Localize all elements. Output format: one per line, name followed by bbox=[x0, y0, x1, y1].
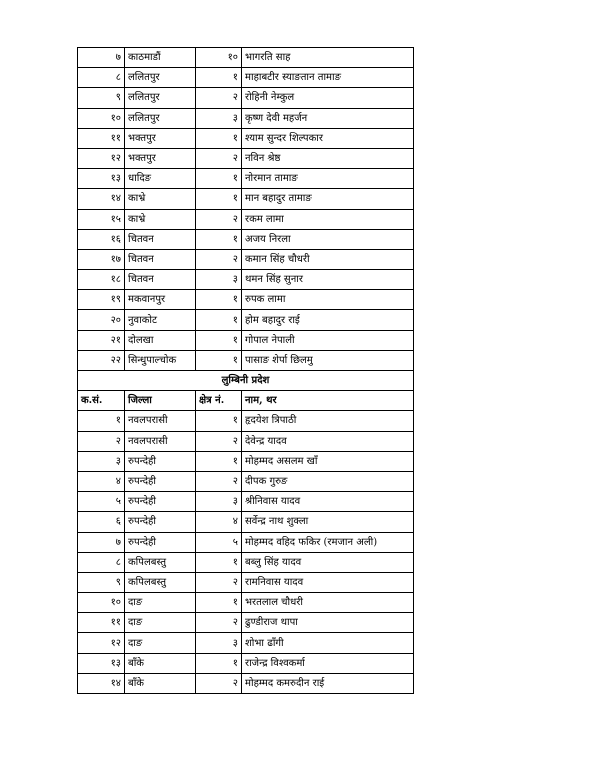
table-row bbox=[78, 229, 414, 249]
constituency-cell: १ bbox=[196, 189, 242, 209]
district-cell: बाँके bbox=[125, 673, 196, 693]
table-row bbox=[78, 451, 414, 471]
table-row bbox=[78, 330, 414, 350]
district-cell: मकवानपुर bbox=[125, 290, 196, 310]
candidate-name-cell: दीपक गुरुङ bbox=[242, 471, 414, 491]
table-row bbox=[78, 492, 414, 512]
candidate-name-cell: श्रीनिवास यादव bbox=[242, 492, 414, 512]
constituency-cell: १ bbox=[196, 653, 242, 673]
candidate-name-cell: कमान सिंह चौधरी bbox=[242, 249, 414, 269]
table-row bbox=[78, 572, 414, 592]
district-cell: काभ्रे bbox=[125, 189, 196, 209]
constituency-cell: ३ bbox=[196, 633, 242, 653]
candidate-name-cell: हृदयेश त्रिपाठी bbox=[242, 411, 414, 431]
constituency-cell: १० bbox=[196, 48, 242, 68]
district-cell: सिन्धुपाल्चोक bbox=[125, 350, 196, 370]
table-row bbox=[78, 552, 414, 572]
district-cell: ललितपुर bbox=[125, 108, 196, 128]
candidate-name-cell: रुपक लामा bbox=[242, 290, 414, 310]
table-row bbox=[78, 411, 414, 431]
constituency-cell: २ bbox=[196, 148, 242, 168]
constituency-cell: २ bbox=[196, 471, 242, 491]
district-cell: चितवन bbox=[125, 249, 196, 269]
candidate-name-cell: होम बहादुर राई bbox=[242, 310, 414, 330]
district-cell: दोलखा bbox=[125, 330, 196, 350]
candidate-table-body bbox=[78, 48, 414, 694]
serial-number-cell: १३ bbox=[78, 653, 125, 673]
serial-number-cell: १५ bbox=[78, 209, 125, 229]
candidate-name-cell: थमन सिंह सुनार bbox=[242, 270, 414, 290]
candidate-name-cell: ढुण्डीराज थापा bbox=[242, 613, 414, 633]
district-cell: कपिलबस्तु bbox=[125, 572, 196, 592]
candidate-name-cell: रोहिनी नेम्कुल bbox=[242, 88, 414, 108]
constituency-cell: २ bbox=[196, 613, 242, 633]
candidate-name-cell: मोहम्मद असलम खाँ bbox=[242, 451, 414, 471]
table-row bbox=[78, 673, 414, 693]
serial-number-cell: ९ bbox=[78, 88, 125, 108]
table-row bbox=[78, 128, 414, 148]
candidate-name-cell: शोभा ढाँगी bbox=[242, 633, 414, 653]
constituency-cell: ३ bbox=[196, 492, 242, 512]
constituency-cell: २ bbox=[196, 673, 242, 693]
serial-number-cell: १८ bbox=[78, 270, 125, 290]
district-cell: रुपन्देही bbox=[125, 532, 196, 552]
constituency-cell: १ bbox=[196, 593, 242, 613]
serial-number-cell: ११ bbox=[78, 128, 125, 148]
candidate-name-cell: माहाबटीर स्याङतान तामाङ bbox=[242, 68, 414, 88]
header-row bbox=[78, 391, 414, 411]
district-cell: ललितपुर bbox=[125, 88, 196, 108]
district-cell: काभ्रे bbox=[125, 209, 196, 229]
constituency-cell: १ bbox=[196, 68, 242, 88]
candidate-name-cell: बब्लु सिंह यादव bbox=[242, 552, 414, 572]
constituency-cell: १ bbox=[196, 411, 242, 431]
constituency-cell: २ bbox=[196, 209, 242, 229]
candidate-name-cell: श्याम सुन्दर शिल्पकार bbox=[242, 128, 414, 148]
candidate-name-cell: सर्वेन्द्र नाथ शुक्ला bbox=[242, 512, 414, 532]
table-row bbox=[78, 68, 414, 88]
serial-number-cell: १७ bbox=[78, 249, 125, 269]
candidate-name-cell: रकम लामा bbox=[242, 209, 414, 229]
header-constituency: क्षेत्र नं. bbox=[196, 391, 242, 411]
table-row bbox=[78, 593, 414, 613]
district-cell: नवलपरासी bbox=[125, 431, 196, 451]
candidate-name-cell: राजेन्द्र विश्वकर्मा bbox=[242, 653, 414, 673]
serial-number-cell: २० bbox=[78, 310, 125, 330]
serial-number-cell: ६ bbox=[78, 512, 125, 532]
serial-number-cell: १४ bbox=[78, 673, 125, 693]
serial-number-cell: १ bbox=[78, 411, 125, 431]
table-row bbox=[78, 633, 414, 653]
district-cell: दाङ bbox=[125, 633, 196, 653]
table-row bbox=[78, 310, 414, 330]
serial-number-cell: २१ bbox=[78, 330, 125, 350]
table-row bbox=[78, 431, 414, 451]
serial-number-cell: ९ bbox=[78, 572, 125, 592]
constituency-cell: ५ bbox=[196, 532, 242, 552]
table-row bbox=[78, 189, 414, 209]
serial-number-cell: ४ bbox=[78, 471, 125, 491]
serial-number-cell: २ bbox=[78, 431, 125, 451]
table-row bbox=[78, 169, 414, 189]
district-cell: चितवन bbox=[125, 270, 196, 290]
serial-number-cell: ७ bbox=[78, 532, 125, 552]
serial-number-cell: १२ bbox=[78, 148, 125, 168]
candidate-name-cell: गोपाल नेपाली bbox=[242, 330, 414, 350]
serial-number-cell: ८ bbox=[78, 68, 125, 88]
constituency-cell: ४ bbox=[196, 512, 242, 532]
serial-number-cell: १९ bbox=[78, 290, 125, 310]
serial-number-cell: १३ bbox=[78, 169, 125, 189]
candidate-name-cell: पासाङ शेर्पा छिलमु bbox=[242, 350, 414, 370]
constituency-cell: २ bbox=[196, 431, 242, 451]
constituency-cell: १ bbox=[196, 229, 242, 249]
table-row bbox=[78, 653, 414, 673]
table-row bbox=[78, 290, 414, 310]
table-row bbox=[78, 209, 414, 229]
candidate-name-cell: मोहम्मद कमरुदीन राई bbox=[242, 673, 414, 693]
serial-number-cell: ८ bbox=[78, 552, 125, 572]
constituency-cell: २ bbox=[196, 88, 242, 108]
district-cell: रुपन्देही bbox=[125, 492, 196, 512]
constituency-cell: २ bbox=[196, 249, 242, 269]
candidate-name-cell: कृष्ण देवी महर्जन bbox=[242, 108, 414, 128]
serial-number-cell: ७ bbox=[78, 48, 125, 68]
serial-number-cell: १२ bbox=[78, 633, 125, 653]
candidate-name-cell: नोरमान तामाङ bbox=[242, 169, 414, 189]
district-cell: ललितपुर bbox=[125, 68, 196, 88]
section-title-row bbox=[78, 371, 414, 391]
district-cell: नुवाकोट bbox=[125, 310, 196, 330]
constituency-cell: १ bbox=[196, 169, 242, 189]
serial-number-cell: १० bbox=[78, 593, 125, 613]
table-row bbox=[78, 471, 414, 491]
table-row bbox=[78, 270, 414, 290]
district-cell: धादिङ bbox=[125, 169, 196, 189]
serial-number-cell: १६ bbox=[78, 229, 125, 249]
constituency-cell: ३ bbox=[196, 108, 242, 128]
district-cell: चितवन bbox=[125, 229, 196, 249]
header-name: नाम, थर bbox=[242, 391, 414, 411]
constituency-cell: १ bbox=[196, 330, 242, 350]
table-row bbox=[78, 613, 414, 633]
header-district: जिल्ला bbox=[125, 391, 196, 411]
constituency-cell: २ bbox=[196, 572, 242, 592]
serial-number-cell: ३ bbox=[78, 451, 125, 471]
table-row bbox=[78, 532, 414, 552]
table-row bbox=[78, 249, 414, 269]
section-title: लुम्बिनी प्रदेश bbox=[78, 371, 414, 391]
district-cell: रुपन्देही bbox=[125, 451, 196, 471]
table-row bbox=[78, 512, 414, 532]
table-row bbox=[78, 148, 414, 168]
table-row bbox=[78, 48, 414, 68]
candidate-table bbox=[77, 47, 414, 694]
constituency-cell: १ bbox=[196, 451, 242, 471]
candidate-name-cell: मोहम्मद वहिद फकिर (रमजान अली) bbox=[242, 532, 414, 552]
constituency-cell: १ bbox=[196, 310, 242, 330]
constituency-cell: १ bbox=[196, 552, 242, 572]
table-row bbox=[78, 350, 414, 370]
header-serial: क.सं. bbox=[78, 391, 125, 411]
constituency-cell: १ bbox=[196, 128, 242, 148]
candidate-name-cell: रामनिवास यादव bbox=[242, 572, 414, 592]
district-cell: रुपन्देही bbox=[125, 471, 196, 491]
district-cell: कपिलबस्तु bbox=[125, 552, 196, 572]
district-cell: दाङ bbox=[125, 613, 196, 633]
constituency-cell: १ bbox=[196, 290, 242, 310]
candidate-name-cell: मान बहादुर तामाङ bbox=[242, 189, 414, 209]
district-cell: बाँके bbox=[125, 653, 196, 673]
constituency-cell: १ bbox=[196, 350, 242, 370]
serial-number-cell: ११ bbox=[78, 613, 125, 633]
district-cell: दाङ bbox=[125, 593, 196, 613]
district-cell: भक्तपुर bbox=[125, 128, 196, 148]
candidate-name-cell: भरतलाल चौधरी bbox=[242, 593, 414, 613]
serial-number-cell: २२ bbox=[78, 350, 125, 370]
district-cell: रुपन्देही bbox=[125, 512, 196, 532]
candidate-name-cell: अजय निरला bbox=[242, 229, 414, 249]
candidate-name-cell: भागरति साह bbox=[242, 48, 414, 68]
candidate-name-cell: नविन श्रेष्ठ bbox=[242, 148, 414, 168]
table-row bbox=[78, 88, 414, 108]
serial-number-cell: १४ bbox=[78, 189, 125, 209]
table-row bbox=[78, 108, 414, 128]
serial-number-cell: ५ bbox=[78, 492, 125, 512]
constituency-cell: ३ bbox=[196, 270, 242, 290]
district-cell: नवलपरासी bbox=[125, 411, 196, 431]
candidate-name-cell: देवेन्द्र यादव bbox=[242, 431, 414, 451]
district-cell: काठमाडौं bbox=[125, 48, 196, 68]
serial-number-cell: १० bbox=[78, 108, 125, 128]
district-cell: भक्तपुर bbox=[125, 148, 196, 168]
